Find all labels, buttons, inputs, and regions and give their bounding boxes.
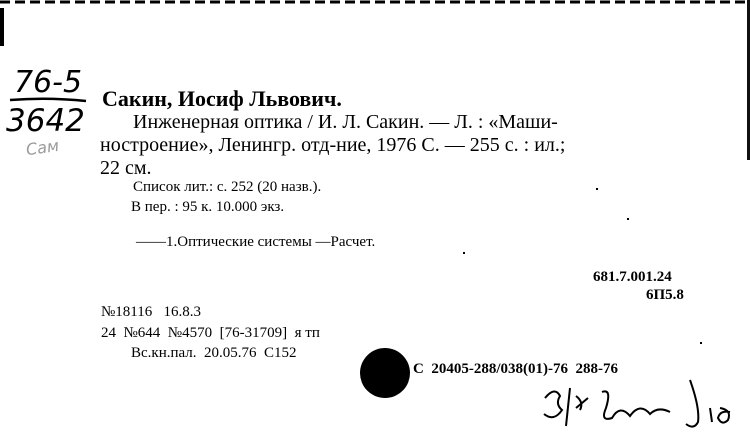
bbk-index: 6П5.8	[646, 287, 684, 303]
shelfmark-bottom: 3642	[6, 103, 85, 139]
subject-heading: ——1.Оптические системы —Расчет.	[136, 234, 376, 250]
handwritten-signature	[540, 378, 740, 438]
shelfmark-top: 76-5	[14, 65, 83, 100]
registration-line-3: Вс.кн.пал. 20.05.76 С152	[131, 345, 297, 361]
card-top-edge	[0, 0, 750, 6]
scan-speck	[627, 218, 629, 220]
scan-speck	[596, 188, 598, 190]
scan-speck	[463, 252, 465, 254]
scan-speck	[700, 342, 702, 344]
bibliography-note: Список лит.: с. 252 (20 назв.).	[133, 179, 322, 195]
shelfmark-margin-note: Сам	[24, 135, 61, 160]
udc-index: 681.7.001.24	[593, 269, 672, 285]
description-line-1: Инженерная оптика / И. Л. Сакин. — Л. : «Маши-	[133, 111, 558, 133]
price-note: В пер. : 95 к. 10.000 экз.	[131, 199, 285, 215]
footer-code: С 20405-288/038(01)-76 288-76	[413, 361, 618, 377]
description-line-2: ностроение», Ленингр. отд-ние, 1976 С. — 255 с. : ил.;	[100, 134, 566, 156]
description-line-3: 22 см.	[100, 157, 152, 179]
registration-line-2: 24 №644 №4570 [76-31709] я тп	[101, 325, 320, 341]
card-left-edge	[0, 8, 4, 46]
author-heading: Сакин, Иосиф Львович.	[102, 86, 342, 111]
punch-hole	[360, 348, 410, 398]
registration-line-1: №18116 16.8.3	[101, 304, 202, 320]
